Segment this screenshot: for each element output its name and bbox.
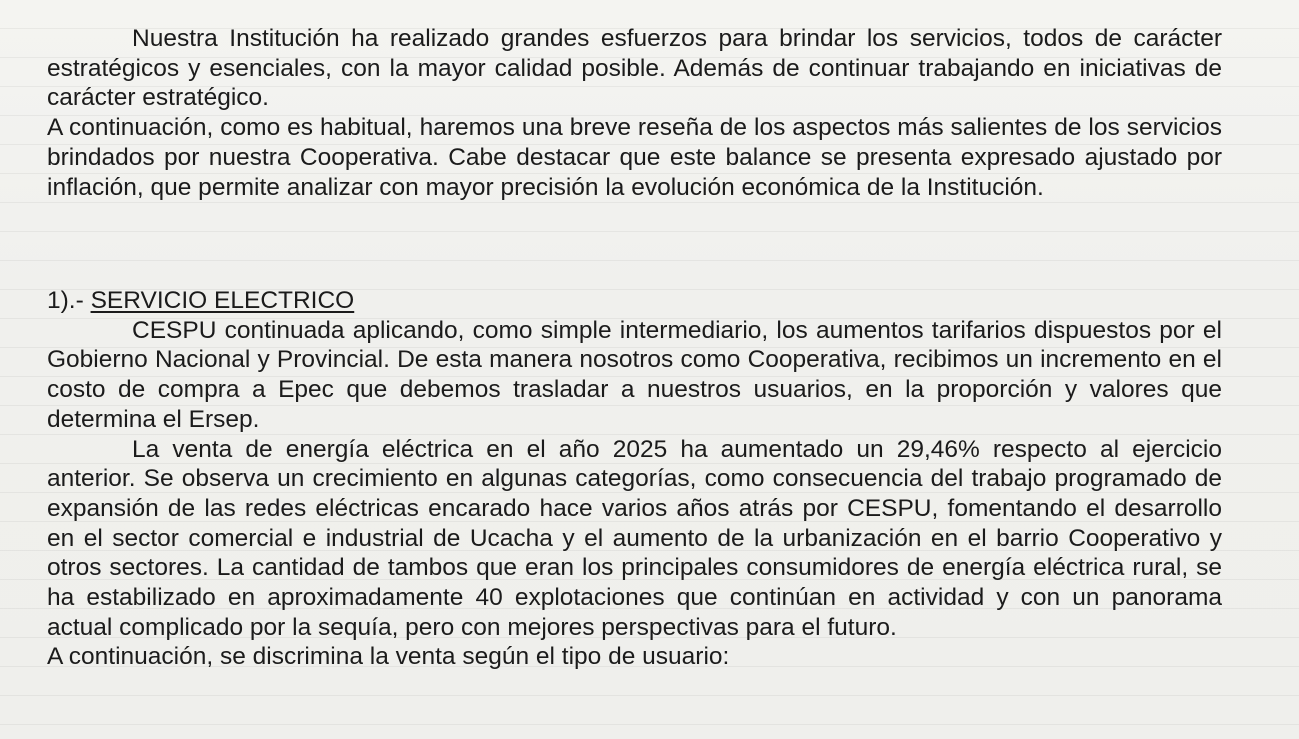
intro-block — [47, 24, 1222, 202]
section-heading — [47, 286, 1222, 316]
intro-paragraph-1: Nuestra Institución ha realizado grandes esfuerzos para brindar los servicios, todos de carácter estratégicos y esenciales, con la mayor calidad posible. Además de continuar trabajando en iniciativas de carácter estratégico. — [47, 25, 1222, 112]
section-title: SERVICIO ELECTRICO — [90, 287, 355, 314]
section-paragraph-3: A continuación, se discrimina la venta según el tipo de usuario: — [47, 643, 730, 671]
section-number: 1).- — [47, 287, 91, 314]
section-paragraph-2: La venta de energía eléctrica en el año 2025 ha aumentado un 29,46% respecto al ejercicio anterior. Se observa un crecimiento en algunas categorías, como consecuencia del trabajo programado de expansión de las redes eléctricas encarado hace varios años atrás por CESPU, fomentando el desarrollo en el sector comercial e industrial de Ucacha y el aumento de la urbanización en el barrio Cooperativo y otros sectores. La cantidad de tambos que eran los principales consumidores de energía eléctrica rural, se ha estabilizado en aproximadamente 40 explotaciones que continúan en actividad y con un panorama actual complicado por la sequía, pero con mejores perspectivas para el futuro. — [47, 435, 1222, 641]
intro-paragraph-2: A continuación, como es habitual, haremos una breve reseña de los aspectos más salientes de los servicios brindados por nuestra Cooperativa. Cabe destacar que este balance se presenta expresado ajustado por inflación, que permite analizar con mayor precisión la evolución económica de la Institución. — [47, 114, 1222, 201]
electric-service-section — [47, 286, 1222, 672]
section-paragraph-1: CESPU continuada aplicando, como simple intermediario, los aumentos tarifarios dispuestos por el Gobierno Nacional y Provincial. De esta manera nosotros como Cooperativa, recibimos un incremento en el costo de compra a Epec que debemos trasladar a nuestros usuarios, en la proporción y valores que determina el Ersep. — [47, 316, 1222, 433]
